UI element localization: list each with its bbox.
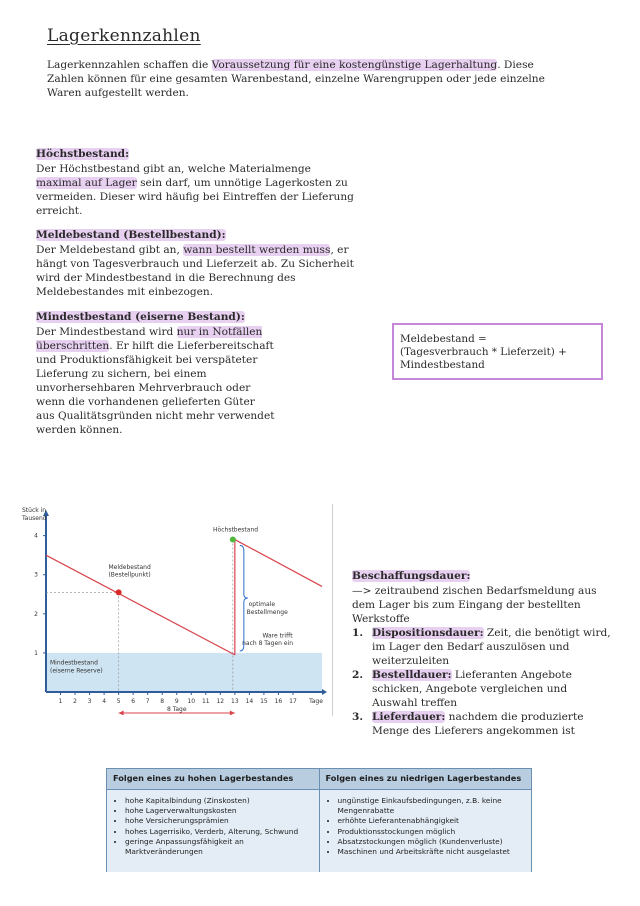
mindestbestand-heading bbox=[36, 311, 245, 323]
list-item: • Absatzstockungen möglich (Kundenverluste) bbox=[338, 837, 528, 847]
formula-box bbox=[392, 323, 603, 380]
step-number: 1. bbox=[352, 627, 364, 639]
step-text: Zeit, die benötigt wird, im Lager den Bedarf auszulösen und weiterzuleiten bbox=[372, 627, 611, 667]
formula-line-2: (Tagesverbrauch * Lieferzeit) + bbox=[400, 346, 567, 358]
beschaffungsdauer-text bbox=[352, 584, 612, 738]
meldebestand-highlight: wann bestellt werden muss bbox=[183, 244, 331, 256]
step-label: Dispositionsdauer: bbox=[372, 627, 484, 639]
step-label: Bestelldauer: bbox=[372, 669, 452, 681]
x-tick-label: 5 bbox=[116, 698, 121, 705]
step-item bbox=[352, 626, 612, 668]
step-label: Lieferdauer: bbox=[372, 711, 446, 723]
y-tick-label: 3 bbox=[34, 571, 38, 579]
intro-highlight: Voraussetzung für eine kostengünstige Lagerhaltung bbox=[211, 59, 498, 71]
mindestbestand-highlight: nur in Notfällen überschritten bbox=[36, 326, 263, 352]
high-stock-list bbox=[111, 796, 315, 857]
ware-trifft-label: Ware trifft bbox=[262, 632, 293, 640]
intro-text-post: . Diese Zahlen können für eine gesamten Warenbestand, einzelne Warengruppen oder jede einzelne Waren aufgestellt werden. bbox=[47, 59, 545, 99]
x-tick-label: 6 bbox=[131, 698, 136, 705]
step-item bbox=[352, 668, 612, 710]
intro-text-pre: Lagerkennzahlen schaffen die bbox=[47, 59, 212, 71]
table-header-low: Folgen eines zu niedrigen Lagerbestandes bbox=[325, 773, 522, 783]
list-item: • hohe Kapitalbindung (Zinskosten) bbox=[125, 796, 315, 806]
x-tick-label: 17 bbox=[289, 698, 297, 705]
list-item: • hohes Lagerrisiko, Verderb, Alterung, Schwund bbox=[125, 827, 315, 837]
hoechstbestand-text bbox=[36, 162, 356, 218]
y-tick-label: 4 bbox=[34, 532, 38, 540]
mindestbestand-heading-text: Mindestbestand (eiserne Bestand): bbox=[36, 311, 245, 323]
x-tick-label: 3 bbox=[87, 698, 92, 705]
step-text: Lieferanten Angebote schicken, Angebote vergleichen und Auswahl treffen bbox=[372, 669, 572, 709]
list-item: • Produktionsstockungen möglich bbox=[338, 827, 528, 837]
x-tick-label: 8 bbox=[160, 698, 165, 705]
y-axis-label: Tausend bbox=[22, 515, 47, 522]
y-axis-label: Stück in bbox=[22, 507, 47, 514]
meldebestand-heading-text: Meldebestand (Bestellbestand): bbox=[36, 229, 226, 241]
intro-paragraph bbox=[47, 58, 567, 100]
list-item: • geringe Anpassungsfähigkeit an Marktveränderungen bbox=[125, 837, 315, 857]
step-text: nachdem die produzierte Menge des Lieferers angekommen ist bbox=[372, 711, 584, 737]
table-header-high: Folgen eines zu hohen Lagerbestandes bbox=[107, 769, 320, 789]
list-item: • Maschinen und Arbeitskräfte nicht ausgelastet bbox=[338, 847, 528, 857]
hoechstbestand-marker bbox=[230, 537, 236, 543]
x-tick-label: 11 bbox=[201, 698, 210, 705]
table-col-low bbox=[320, 790, 532, 872]
low-stock-list bbox=[324, 796, 528, 857]
list-item: • erhöhte Lieferantenabhängigkeit bbox=[338, 816, 528, 826]
hoechstbestand-heading bbox=[36, 148, 129, 160]
list-item: • hohe Lagerverwaltungskosten bbox=[125, 806, 315, 816]
step-number: 2. bbox=[352, 669, 364, 681]
x-tick-label: 1 bbox=[58, 698, 63, 705]
days-span-arrow-right bbox=[230, 711, 235, 716]
meldebestand-heading bbox=[36, 229, 226, 241]
bestellmenge-label: Bestellmenge bbox=[246, 608, 288, 616]
x-tick-label: 9 bbox=[174, 698, 179, 705]
hoechstbestand-highlight: maximal auf Lager bbox=[36, 177, 137, 189]
column-divider bbox=[332, 504, 333, 716]
table-body-row bbox=[107, 790, 531, 872]
table-col-high bbox=[107, 790, 320, 872]
mindestbestand-label: Mindestbestand bbox=[50, 659, 98, 667]
x-tick-label: 2 bbox=[73, 698, 77, 705]
beschaffungsdauer-heading-text: Beschaffungsdauer: bbox=[352, 570, 471, 582]
inventory-chart-svg bbox=[18, 500, 330, 715]
hoechstbestand-heading-text: Höchstbestand: bbox=[36, 148, 129, 160]
x-tick-label: 4 bbox=[102, 698, 107, 705]
formula-line-3: Mindestbestand bbox=[400, 359, 485, 371]
mindestbestand-pre: Der Mindestbestand wird bbox=[36, 326, 177, 338]
beschaffung-steps-list bbox=[352, 626, 612, 738]
x-axis-label: Tage bbox=[309, 698, 323, 705]
beschaffungsdauer-heading bbox=[352, 570, 470, 582]
beschaffungsdauer-intro: —> zeitraubend zischen Bedarfsmeldung aus dem Lager bis zum Eingang der bestellten Werkstoffe bbox=[352, 585, 597, 625]
hoechstbestand-pre: Der Höchstbestand gibt an, welche Materialmenge bbox=[36, 163, 311, 175]
x-tick-label: 7 bbox=[145, 698, 150, 705]
hoechstbestand-post: sein darf, um unnötige Lagerkosten zu vermeiden. Dieser wird häufig bei Eintreffen der Lieferung erreicht. bbox=[36, 177, 354, 217]
optimal-order-brace bbox=[240, 545, 248, 651]
meldebestand-post: , er hängt von Tagesverbrauch und Lieferzeit ab. Zu Sicherheit wird der Mindestbestand in die Berechnung des Meldebestandes mit einbezogen. bbox=[36, 244, 354, 298]
x-tick-label: 13 bbox=[231, 698, 239, 705]
eiserne-reserve-label: (eiserne Reserve) bbox=[50, 667, 103, 675]
meldebestand-marker bbox=[116, 589, 122, 595]
y-tick-label: 2 bbox=[34, 610, 38, 618]
nach-8-tagen-label: nach 8 Tagen ein bbox=[242, 640, 294, 648]
list-item: • ungünstige Einkaufsbedingungen, z.B. keine Mengenrabatte bbox=[338, 796, 528, 816]
optimale-label: optimale bbox=[248, 601, 276, 608]
x-tick-label: 12 bbox=[216, 698, 225, 705]
days-span-label: 8 Tage bbox=[166, 706, 187, 713]
step-item bbox=[352, 710, 612, 738]
x-tick-label: 14 bbox=[245, 698, 254, 705]
hoechstbestand-label: Höchstbestand bbox=[213, 526, 259, 534]
stock-line-segment bbox=[235, 540, 322, 587]
consequences-table bbox=[106, 768, 532, 872]
meldebestand-text bbox=[36, 243, 356, 299]
x-axis-arrow bbox=[322, 689, 327, 695]
step-number: 3. bbox=[352, 711, 364, 723]
x-tick-label: 15 bbox=[260, 698, 268, 705]
meldebestand-pre: Der Meldebestand gibt an, bbox=[36, 244, 184, 256]
table-header-row bbox=[107, 769, 531, 790]
page-title: Lagerkennzahlen bbox=[47, 26, 201, 46]
formula-line-1: Meldebestand = bbox=[400, 333, 487, 345]
x-tick-label: 16 bbox=[274, 698, 283, 705]
bestellpunkt-label: (Bestellpunkt) bbox=[108, 571, 151, 579]
list-item: • hohe Versicherungsprämien bbox=[125, 816, 315, 826]
meldebestand-label: Meldebestand bbox=[108, 563, 151, 571]
inventory-chart bbox=[18, 500, 330, 715]
y-tick-label: 1 bbox=[34, 649, 38, 657]
x-tick-label: 10 bbox=[187, 698, 196, 705]
mindestbestand-text bbox=[36, 325, 276, 437]
mindestbestand-post: . Er hilft die Lieferbereitschaft und Produktionsfähigkeit bei verspäteter Lieferung zu sichern, bei einem unvorhersehbaren Mehrverbrauch oder wenn die vorhandenen gelieferten Güter aus Qualitätsgründen nicht mehr verwendet werden können. bbox=[36, 340, 275, 436]
days-span-arrow-left bbox=[119, 711, 124, 716]
